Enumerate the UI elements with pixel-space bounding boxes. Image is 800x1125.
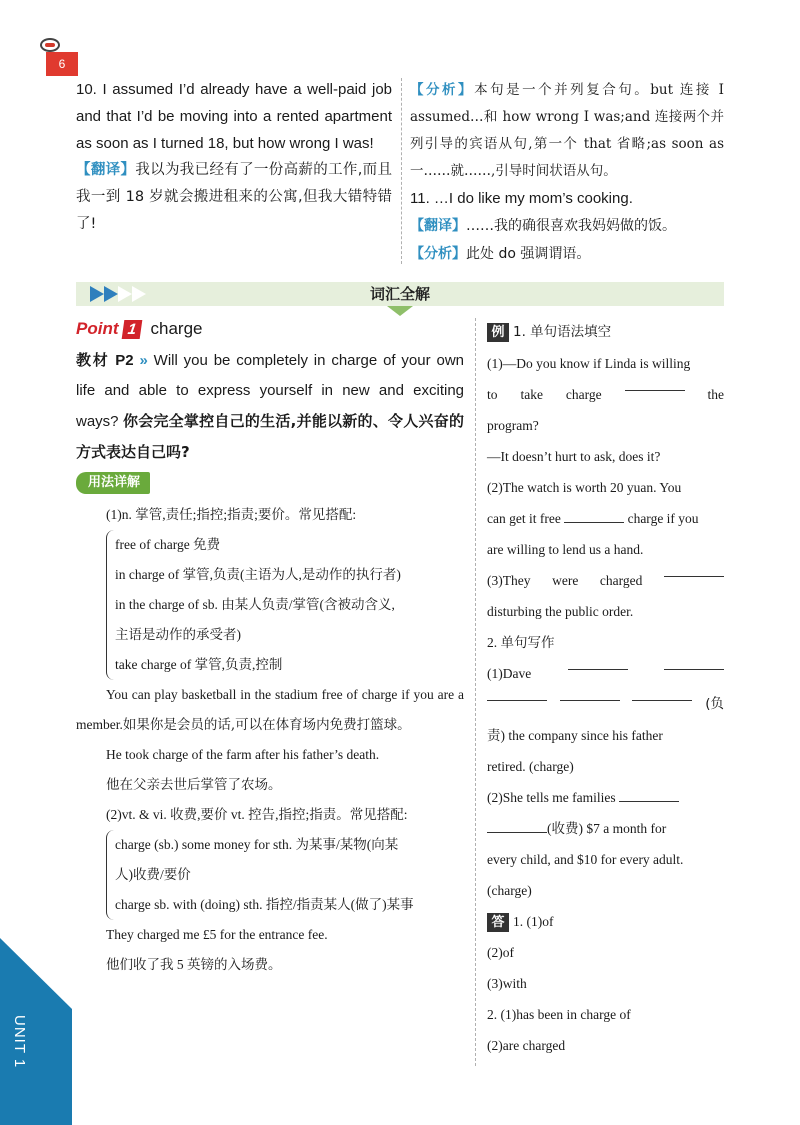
answer-blank[interactable]	[664, 658, 724, 670]
answer-blank[interactable]	[632, 689, 692, 701]
q1-word: take	[520, 387, 543, 402]
textbook-sentence-zh: 你会完全掌控自己的生活,并能以新的、令人兴奋的方式表达自己吗?	[76, 412, 465, 461]
collocation-item: in the charge of sb. 由某人负责/掌管(含被动含义,	[115, 597, 395, 612]
textbook-source: 教材 P2	[76, 352, 134, 369]
collocation-item: free of charge 免费	[115, 537, 221, 552]
section-title: 词汇全解	[369, 285, 430, 303]
column-divider-main	[475, 318, 476, 1066]
analysis-11	[410, 240, 724, 268]
answer-blank[interactable]	[564, 511, 624, 523]
example-3-en: They charged me £5 for the entrance fee.	[106, 927, 328, 942]
w2-text: (收费) $7 a month for	[547, 821, 667, 836]
answer-blank[interactable]	[568, 658, 628, 670]
writing-2-line-c: every child, and $10 for every adult.	[487, 852, 684, 867]
example-2-en: He took charge of the farm after his father’s death.	[106, 747, 380, 762]
unit-label: UNIT 1	[11, 1015, 28, 1069]
question-1-line-b	[487, 379, 724, 410]
collocation-item: charge sb. with (doing) sth. 指控/指责某人(做了)某事	[115, 897, 414, 912]
writing-1-line-b	[487, 689, 724, 720]
noun-collocations	[106, 530, 464, 680]
usage-tag: 用法详解	[76, 472, 150, 494]
example-tag: 例	[487, 323, 509, 342]
textbook-sentence	[76, 346, 464, 468]
verb-collocations	[106, 830, 464, 920]
answer-blank[interactable]	[487, 821, 547, 833]
triangle-down-icon	[387, 306, 413, 316]
w1-hint: (负	[705, 696, 724, 712]
question-1-line-c: program?	[487, 418, 539, 433]
analysis-label: 【分析】	[410, 82, 475, 97]
pin-icon	[40, 38, 60, 52]
example-2-zh: 他在父亲去世后掌管了农场。	[106, 777, 282, 792]
textbook-sentence-en: Will you be completely in charge of your own life and able to express yourself in new and exciting ways?	[76, 352, 464, 430]
part-2-title: 2. 单句写作	[487, 635, 555, 650]
q2-text: charge if you	[627, 511, 699, 526]
translation-11-text: ……我的确很喜欢我妈妈做的饭。	[466, 218, 676, 234]
analysis-11-text: 此处 do 强调谓语。	[466, 246, 591, 262]
part-1-heading	[487, 316, 724, 348]
answer-blank[interactable]	[664, 565, 724, 577]
collocation-item: 主语是动作的承受者)	[115, 627, 241, 642]
question-3-line-b: disturbing the public order.	[487, 604, 634, 619]
q3-word: were	[552, 573, 579, 588]
collocation-item: in charge of 掌管,负责(主语为人,是动作的执行者)	[115, 567, 401, 582]
analysis-block	[410, 76, 724, 268]
writing-2-line-a	[487, 782, 724, 813]
writing-2-line-d: (charge)	[487, 883, 532, 898]
analysis-10	[410, 76, 724, 185]
question-1-line-a: (1)—Do you know if Linda is willing	[487, 356, 691, 371]
point-header	[76, 318, 202, 340]
point-number: 1	[121, 320, 142, 339]
answer-blank[interactable]	[625, 379, 685, 391]
w1-text: (1)Dave	[487, 666, 532, 681]
point-term: charge	[150, 319, 203, 338]
writing-2-line-b	[487, 813, 724, 844]
analysis-label-2: 【分析】	[410, 245, 466, 261]
point-word: Point	[76, 319, 119, 338]
translation-10	[76, 157, 392, 238]
example-1-zh: 如果你是会员的话,可以在体育场内免费打篮球。	[122, 717, 411, 733]
q2-text: can get it free	[487, 511, 561, 526]
q1-word: the	[707, 387, 724, 402]
w2-text: (2)She tells me families	[487, 790, 616, 805]
sentence-11: 11. …I do like my mom’s cooking.	[410, 190, 633, 207]
question-2-line-c: are willing to lend us a hand.	[487, 542, 644, 557]
collocation-item: charge (sb.) some money for sth. 为某事/某物(向某	[115, 837, 399, 852]
translation-11	[410, 212, 724, 240]
answer-line-4: 2. (1)has been in charge of	[487, 1007, 631, 1022]
verb-definition: (2)vt. & vi. 收费,要价 vt. 控告,指控;指责。常见搭配:	[106, 807, 408, 822]
answer-blank[interactable]	[619, 790, 679, 802]
answer-tag: 答	[487, 913, 509, 932]
writing-1-line-c: 责) the company since his father	[487, 728, 663, 743]
answer-line-3: (3)with	[487, 976, 527, 991]
example-1-en: You can play basketball in the stadium free of charge if you are a member.	[76, 687, 464, 732]
analysis-10-text: 本句是一个并列复合句。but 连接 I assumed…和 how wrong I was;and 连接两个并列引导的宾语从句,第一个 that 省略;as soon as 一……就……,引导时间状语从句。	[410, 82, 725, 179]
sentence-10: 10. I assumed I’d already have a well-paid job and that I’d be moving into a rented apartment as soon as I turned 18, but how wrong I was!	[76, 81, 392, 152]
writing-1-line-d: retired. (charge)	[487, 759, 574, 774]
noun-definition: (1)n. 掌管,责任;指控;指责;要价。常见搭配:	[106, 507, 357, 522]
answer-text: 1. (1)of	[513, 914, 554, 929]
q1-word: to	[487, 387, 498, 402]
q3-word: charged	[599, 573, 643, 588]
writing-1-line-a	[487, 658, 724, 689]
chevron-right-icon: »	[139, 352, 148, 369]
translation-10-text: 我以为我已经有了一份高薪的工作,而且我一到 18 岁就会搬进租来的公寓,但我大错特错了!	[76, 162, 392, 232]
page-number-tab	[38, 38, 78, 84]
question-1-line-d: —It doesn’t hurt to ask, does it?	[487, 449, 661, 464]
section-header	[76, 282, 724, 306]
answer-blank[interactable]	[560, 689, 620, 701]
example-3-zh: 他们收了我 5 英镑的入场费。	[106, 957, 282, 972]
q1-word: charge	[565, 387, 602, 402]
answer-blank[interactable]	[487, 689, 547, 701]
answer-line-2: (2)of	[487, 945, 514, 960]
translate-label-2: 【翻译】	[410, 217, 466, 233]
question-3-line-a	[487, 565, 724, 596]
page-number: 6	[46, 52, 78, 76]
collocation-item: 人)收费/要价	[115, 867, 191, 882]
sentence-10-block	[76, 76, 392, 238]
answer-line-1	[487, 906, 724, 937]
vocabulary-explanation	[76, 346, 464, 980]
collocation-item: take charge of 掌管,负责,控制	[115, 657, 283, 672]
translate-label: 【翻译】	[76, 162, 136, 178]
question-2-line-a: (2)The watch is worth 20 yuan. You	[487, 480, 682, 495]
part-1-title: 1. 单句语法填空	[513, 324, 612, 340]
exercise-block	[487, 316, 724, 1061]
question-2-line-b	[487, 503, 724, 534]
column-divider	[401, 78, 402, 264]
answer-line-5: (2)are charged	[487, 1038, 566, 1053]
q3-word: (3)They	[487, 573, 531, 588]
example-1	[76, 680, 464, 740]
